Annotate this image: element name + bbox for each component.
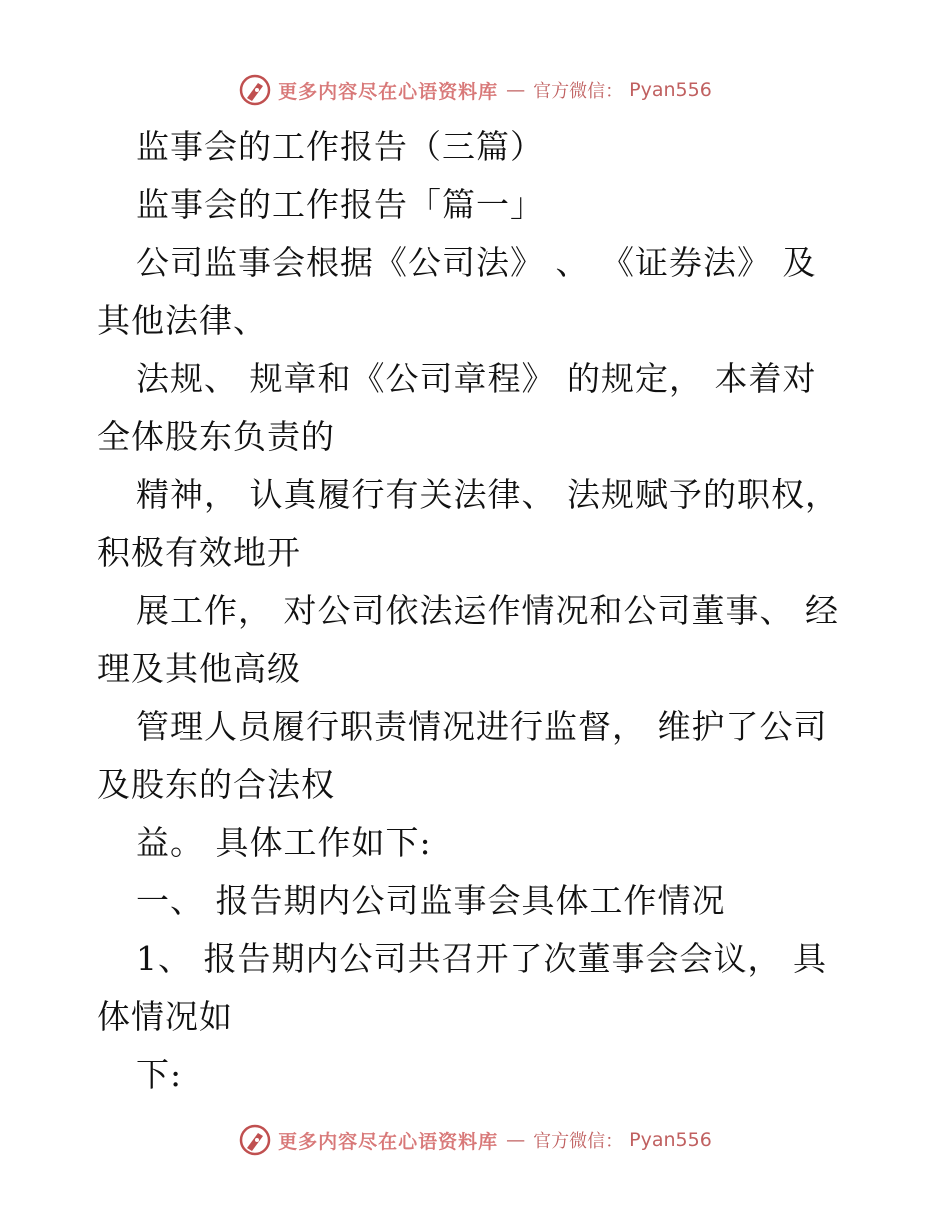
body-line: 公司监事会根据《公司法》 、 《证券法》 及: [136, 243, 817, 282]
watermark-wechat-label: 官方微信：: [533, 1131, 624, 1152]
body-line: 体情况如: [97, 997, 233, 1036]
body-line: 益。 具体工作如下:: [136, 823, 432, 862]
section-heading: 监事会的工作报告「篇一」: [136, 185, 544, 224]
watermark-group: [238, 1123, 712, 1157]
header-watermark: [0, 70, 950, 110]
body-line: 积极有效地开: [97, 533, 301, 572]
body-line: 精神， 认真履行有关法律、 法规赋予的职权，: [136, 475, 839, 514]
watermark-group: [238, 73, 712, 107]
body-line: 其他法律、: [97, 301, 267, 340]
watermark-text: 更多内容尽在心语资料库: [278, 1130, 499, 1153]
body-line: 管理人员履行职责情况进行监督， 维护了公司: [136, 707, 828, 746]
document-body: [97, 118, 857, 1104]
document-title: 监事会的工作报告（三篇）: [136, 127, 544, 166]
subsection-heading: 一、 报告期内公司监事会具体工作情况: [136, 881, 726, 920]
watermark-wechat-id: Pyan556: [629, 79, 712, 101]
watermark-wechat-label: 官方微信：: [533, 81, 624, 102]
watermark-dash: —: [506, 79, 526, 101]
watermark-text: 更多内容尽在心语资料库: [278, 80, 499, 103]
body-line: 及股东的合法权: [97, 765, 335, 804]
pen-nib-circle-icon: [238, 1123, 272, 1157]
body-line: 展工作， 对公司依法运作情况和公司董事、 经: [136, 591, 839, 630]
body-line: 下:: [136, 1055, 183, 1094]
body-line: 全体股东负责的: [97, 417, 335, 456]
footer-watermark: [0, 1120, 950, 1160]
body-line: 法规、 规章和《公司章程》 的规定， 本着对: [136, 359, 817, 398]
body-line: 理及其他高级: [97, 649, 301, 688]
watermark-dash: —: [506, 1129, 526, 1151]
watermark-wechat-id: Pyan556: [629, 1129, 712, 1151]
pen-nib-circle-icon: [238, 73, 272, 107]
list-item: 1、 报告期内公司共召开了次董事会会议， 具: [136, 939, 827, 978]
